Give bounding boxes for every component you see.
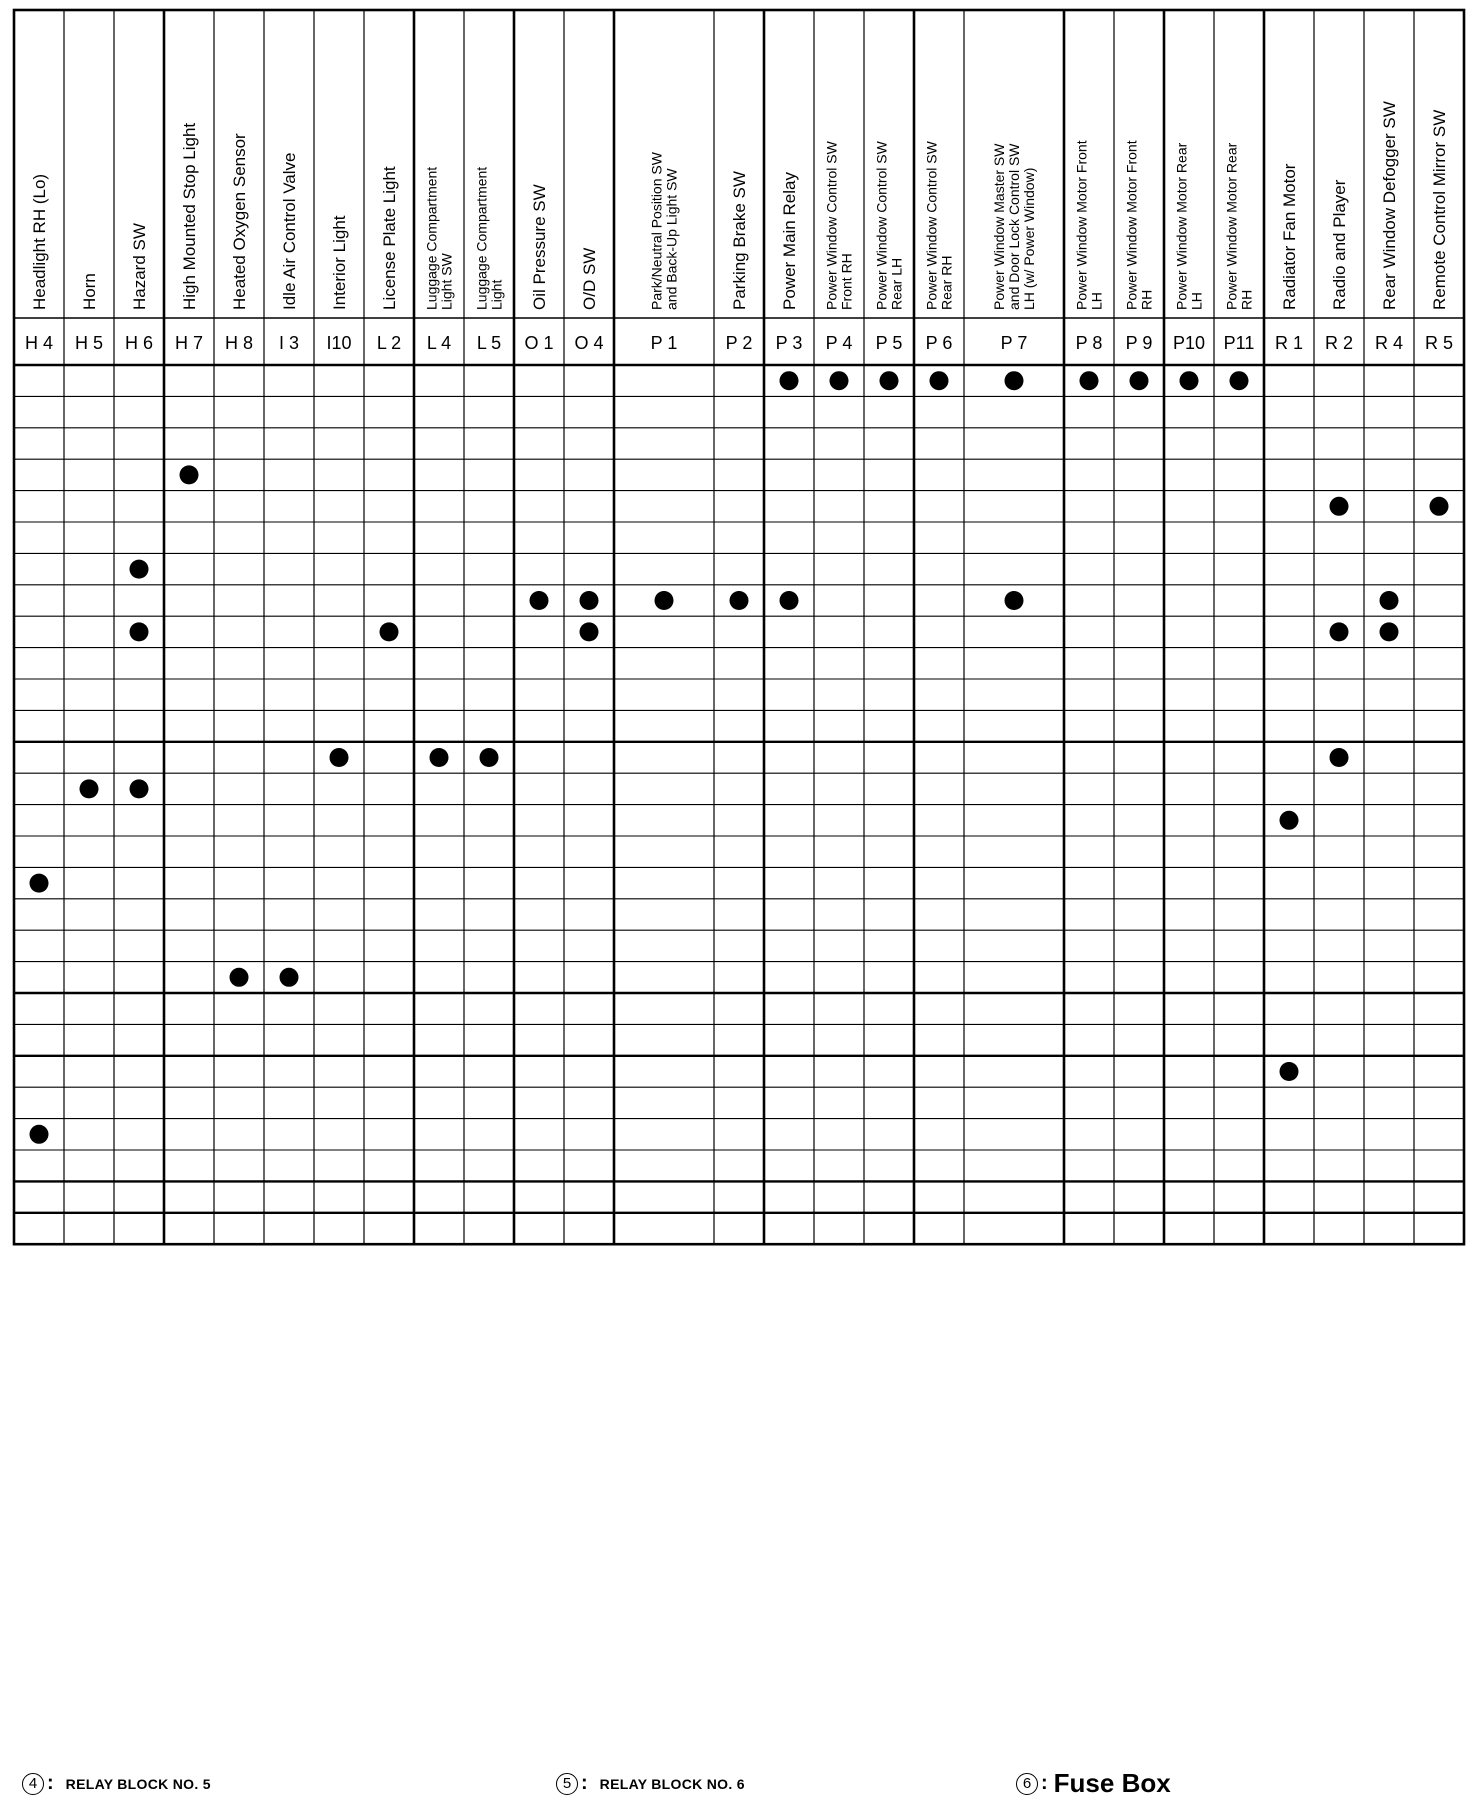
column-label: Headlight RH (Lo) [30,173,49,310]
connection-dot [30,874,49,893]
column-label: Park/Neutral Position SW [648,152,665,310]
column-code: R 4 [1374,333,1404,353]
column-label: Rear LH [888,257,905,310]
connection-dot [130,560,149,579]
column-label: Parking Brake SW [730,171,749,310]
column-label: Radio and Player [1330,179,1349,310]
column-code: P 6 [925,333,953,353]
column-code: O 1 [524,333,554,353]
connection-dot [1180,371,1199,390]
column-label: LH (w/ Power Window) [1021,167,1037,310]
column-code: H 5 [74,333,104,353]
column-label: and Back-Up Light SW [663,168,680,310]
column-label: O/D SW [580,247,599,310]
connection-dot [730,591,749,610]
column-label: RH [1138,289,1155,310]
column-code: H 7 [174,333,204,353]
column-label: Heated Oxygen Sensor [230,133,249,310]
column-code: H 8 [224,333,254,353]
column-label: Luggage Compartment [423,166,440,310]
connection-dot [780,371,799,390]
legend-label: RELAY BLOCK NO. 5 [65,1775,211,1792]
column-label: Power Window Motor Front [1123,140,1140,310]
column-label: Power Window Motor Rear [1173,142,1190,310]
connection-dot [130,622,149,641]
column-code: P 1 [650,333,678,353]
column-label: Horn [80,273,99,310]
legend-label: Fuse Box [1053,1768,1171,1798]
connection-dot [830,371,849,390]
column-code: H 4 [24,333,54,353]
column-code: P 7 [1000,333,1028,353]
column-label: and Door Lock Control SW [1006,143,1022,310]
column-label: Remote Control Mirror SW [1430,109,1449,310]
column-code: P 4 [825,333,853,353]
column-label: Power Main Relay [780,172,799,310]
column-code: L 2 [376,333,402,353]
column-label: Light [488,279,505,310]
column-label: Interior Light [330,215,349,310]
connection-dot [330,748,349,767]
connection-dot [1230,371,1249,390]
column-label: Luggage Compartment [473,166,490,310]
column-label: Power Window Control SW [823,141,840,310]
column-code: P 2 [725,333,753,353]
column-label: Rear Window Defogger SW [1380,101,1399,310]
connection-dot [880,371,899,390]
connection-dot [1280,811,1299,830]
connection-dot [580,591,599,610]
column-code: P 3 [775,333,803,353]
connection-dot [1380,591,1399,610]
connection-dot [1330,622,1349,641]
connection-dot [1005,591,1024,610]
connection-dot [30,1125,49,1144]
column-label: Power Window Master SW [991,143,1007,310]
column-code: R 2 [1324,333,1354,353]
column-label: Idle Air Control Valve [280,152,299,310]
connection-dot [580,622,599,641]
column-label: Power Window Motor Front [1073,140,1090,310]
connection-dot [1430,497,1449,516]
column-label: RH [1238,289,1255,310]
column-code: R 5 [1424,333,1454,353]
column-code: P 8 [1075,333,1103,353]
connection-dot [530,591,549,610]
connection-dot [930,371,949,390]
column-label: Oil Pressure SW [530,184,549,310]
legend-relay-block-5: 4 : RELAY BLOCK NO. 5 [22,1772,211,1795]
column-code: P 9 [1125,333,1153,353]
column-code: R 1 [1274,333,1304,353]
connection-dot [1280,1062,1299,1081]
column-code: I 3 [278,333,300,353]
column-label: Power Window Control SW [873,141,890,310]
connection-dot [655,591,674,610]
column-label: High Mounted Stop Light [180,122,199,310]
column-code: L 5 [476,333,502,353]
connection-dot [180,465,199,484]
legend-relay-block-6: 5 : RELAY BLOCK NO. 6 [556,1772,745,1795]
legend-label: RELAY BLOCK NO. 6 [599,1775,745,1792]
legend-fuse-box: 6 : Fuse Box [1016,1768,1171,1799]
connection-dot [780,591,799,610]
connection-dot [1380,622,1399,641]
column-label: Power Window Motor Rear [1223,142,1240,310]
connection-dot [80,779,99,798]
connection-dot [1330,497,1349,516]
column-label: Power Window Control SW [923,141,940,310]
legend-number: 4 [22,1773,44,1795]
connection-dot [1005,371,1024,390]
connection-dot [1130,371,1149,390]
column-label: LH [1188,292,1205,310]
column-label: Rear RH [938,255,955,310]
column-label: Light SW [438,253,455,310]
connection-dot [480,748,499,767]
column-code: H 6 [124,333,154,353]
column-code: L 4 [426,333,452,353]
column-code: I10 [326,333,352,353]
connection-dot [1080,371,1099,390]
column-code: O 4 [574,333,604,353]
column-code: P 5 [875,333,903,353]
connection-dot [380,622,399,641]
column-label: Radiator Fan Motor [1280,163,1299,310]
legend-number: 6 [1016,1773,1038,1795]
column-code: P10 [1172,333,1206,353]
connection-dot [130,779,149,798]
connection-dot [1330,748,1349,767]
legend-number: 5 [556,1773,578,1795]
column-label: LH [1088,292,1105,310]
column-label: License Plate Light [380,166,399,310]
connection-dot [230,968,249,987]
column-label: Hazard SW [130,223,149,310]
connection-dot [430,748,449,767]
column-code: P11 [1223,333,1255,353]
connection-dot [280,968,299,987]
column-label: Front RH [838,253,855,310]
